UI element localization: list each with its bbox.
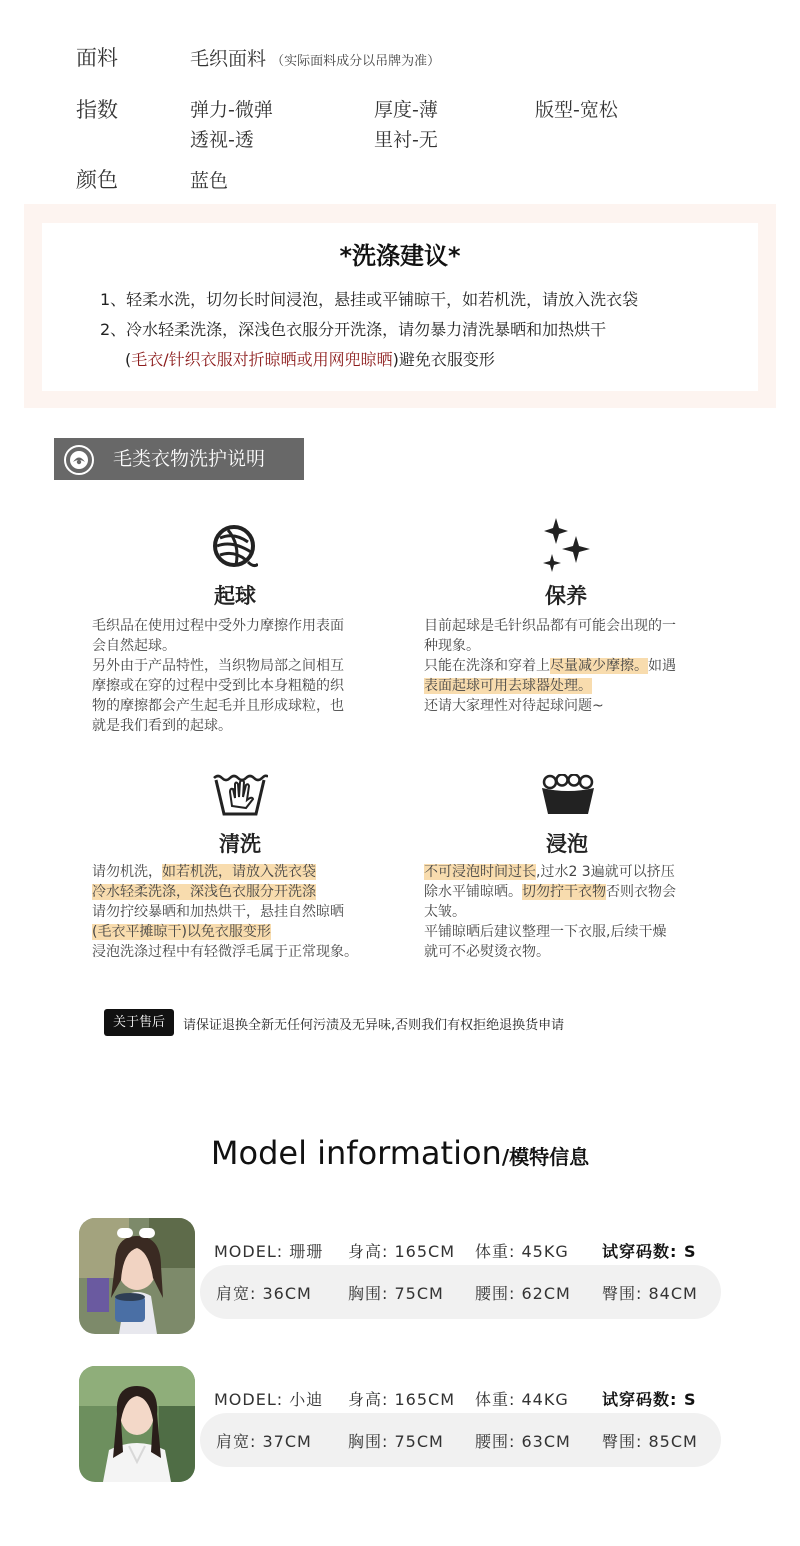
- pilling-line: 毛织品在使用过程中受外力摩擦作用表面: [92, 618, 344, 634]
- lining-value: 里衬-无: [374, 129, 438, 151]
- fabric-label: 面料: [76, 46, 118, 70]
- washing-highlight: (毛衣平摊晾干)以免衣服变形: [92, 924, 271, 940]
- maintenance-highlight: 尽量减少摩擦。: [550, 658, 648, 674]
- model-2-waist: 腰围: 63CM: [475, 1432, 571, 1451]
- pilling-line: 摩擦或在穿的过程中受到比本身粗糙的织: [92, 678, 344, 694]
- wash-line-2: 2、冷水轻柔洗涤，深浅色衣服分开洗涤，请勿暴力清洗暴晒和加热烘干: [100, 320, 607, 339]
- soaking-line: 平铺晾晒后建议整理一下衣服,后续干燥: [424, 924, 667, 940]
- model-2-weight: 体重: 44KG: [475, 1390, 569, 1409]
- washing-line: [92, 882, 358, 902]
- model-2-size: 试穿码数: S: [602, 1390, 697, 1409]
- model-2-height: 身高: 165CM: [348, 1390, 455, 1409]
- thickness-value: 厚度-薄: [374, 99, 438, 121]
- flower-icon: [63, 444, 95, 476]
- model-1-photo: [79, 1218, 195, 1334]
- soak-basin-icon: [540, 774, 596, 816]
- maintenance-title: 保养: [545, 584, 587, 608]
- model-2-photo: [79, 1366, 195, 1482]
- model-info-title: [0, 1134, 800, 1172]
- soaking-line: 太皱。: [424, 904, 466, 920]
- soaking-text-plain: 除水平铺晾晒。: [424, 884, 522, 900]
- washing-highlight: 冷水轻柔洗涤，深浅色衣服分开洗涤: [92, 884, 316, 900]
- color-label: 颜色: [76, 168, 118, 192]
- soaking-line: 就可不必熨烫衣物。: [424, 944, 550, 960]
- after-sale-notice: 请保证退换全新无任何污渍及无异味,否则我们有权拒绝退换货申请: [183, 1018, 565, 1033]
- maintenance-text-plain: 如遇: [648, 658, 676, 674]
- washing-line: 请勿拧绞暴晒和加热烘干，悬挂自然晾晒: [92, 904, 344, 920]
- fabric-note: （实际面料成分以吊牌为准）: [271, 54, 441, 69]
- model-1-height: 身高: 165CM: [348, 1242, 455, 1261]
- soaking-highlight: 切勿拧干衣物: [522, 884, 606, 900]
- transparency-value: 透视-透: [190, 129, 254, 151]
- fabric-row: [190, 44, 440, 71]
- maintenance-highlight: 表面起球可用去球器处理。: [424, 678, 592, 694]
- model-1-size: 试穿码数: S: [602, 1242, 697, 1261]
- model-info-title-en: Model information: [210, 1134, 502, 1172]
- soaking-line: [424, 882, 676, 902]
- pilling-line: 物的摩擦都会产生起毛并且形成球粒，也: [92, 698, 344, 714]
- maintenance-line: 还请大家理性对待起球问题~: [424, 698, 604, 714]
- soaking-text: [424, 862, 676, 962]
- maintenance-line: 种现象。: [424, 638, 480, 654]
- soaking-highlight: 不可浸泡时间过长: [424, 864, 536, 880]
- model-1-waist: 腰围: 62CM: [475, 1284, 571, 1303]
- washing-line: [92, 862, 358, 882]
- hand-wash-icon: [212, 770, 268, 818]
- wash-advice-title: *洗涤建议*: [339, 242, 461, 270]
- elasticity-value: 弹力-微弹: [190, 99, 273, 121]
- pilling-text: [92, 616, 344, 736]
- model-1-shoulder: 肩宽: 36CM: [216, 1284, 312, 1303]
- soaking-text-plain: ,过水2 3遍就可以挤压: [536, 864, 675, 880]
- pilling-title: 起球: [214, 584, 256, 608]
- washing-text: [92, 862, 358, 962]
- model-2-bust: 胸围: 75CM: [348, 1432, 444, 1451]
- model-info-title-cn: /模特信息: [501, 1145, 590, 1169]
- model-2-shoulder: 肩宽: 37CM: [216, 1432, 312, 1451]
- model-1-weight: 体重: 45KG: [475, 1242, 569, 1261]
- yarn-ball-icon: [212, 524, 258, 570]
- sparkle-icon: [540, 518, 592, 574]
- model-2-name: MODEL: 小迪: [214, 1390, 324, 1409]
- wash-line-3-red: 毛衣/针织衣服对折晾晒或用网兜晾晒: [131, 350, 393, 369]
- color-value: 蓝色: [190, 170, 229, 192]
- soaking-line: [424, 862, 676, 882]
- fit-value: 版型-宽松: [535, 99, 618, 121]
- wash-line-3: [125, 347, 495, 370]
- maintenance-line: [424, 676, 676, 696]
- washing-title: 清洗: [219, 832, 261, 856]
- washing-line: [92, 922, 358, 942]
- soaking-text-plain: 否则衣物会: [606, 884, 676, 900]
- wash-line-3-tail: )避免衣服变形: [392, 350, 495, 369]
- model-1-bust: 胸围: 75CM: [348, 1284, 444, 1303]
- care-section-title: 毛类衣物洗护说明: [113, 448, 266, 470]
- pilling-line: 会自然起球。: [92, 638, 176, 654]
- maintenance-text: [424, 616, 676, 716]
- wash-line-3-open: (: [125, 350, 132, 369]
- washing-line: 浸泡洗涤过程中有轻微浮毛属于正常现象。: [92, 944, 358, 960]
- pilling-line: 就是我们看到的起球。: [92, 718, 232, 734]
- fabric-value: 毛织面料: [190, 48, 267, 70]
- model-1-name: MODEL: 珊珊: [214, 1242, 324, 1261]
- model-2-hip: 臀围: 85CM: [602, 1432, 698, 1451]
- maintenance-text-plain: 只能在洗涤和穿着上: [424, 658, 550, 674]
- wash-line-1: 1、轻柔水洗，切勿长时间浸泡，悬挂或平铺晾干，如若机洗，请放入洗衣袋: [100, 290, 639, 309]
- after-sale-tag: 关于售后: [104, 1009, 174, 1036]
- maintenance-line: [424, 656, 676, 676]
- index-label: 指数: [76, 98, 118, 122]
- model-1-hip: 臀围: 84CM: [602, 1284, 698, 1303]
- washing-highlight: 如若机洗，请放入洗衣袋: [162, 864, 316, 880]
- maintenance-line: 目前起球是毛针织品都有可能会出现的一: [424, 618, 676, 634]
- washing-text-plain: 请勿机洗，: [92, 864, 162, 880]
- pilling-line: 另外由于产品特性，当织物局部之间相互: [92, 658, 344, 674]
- soaking-title: 浸泡: [546, 832, 588, 856]
